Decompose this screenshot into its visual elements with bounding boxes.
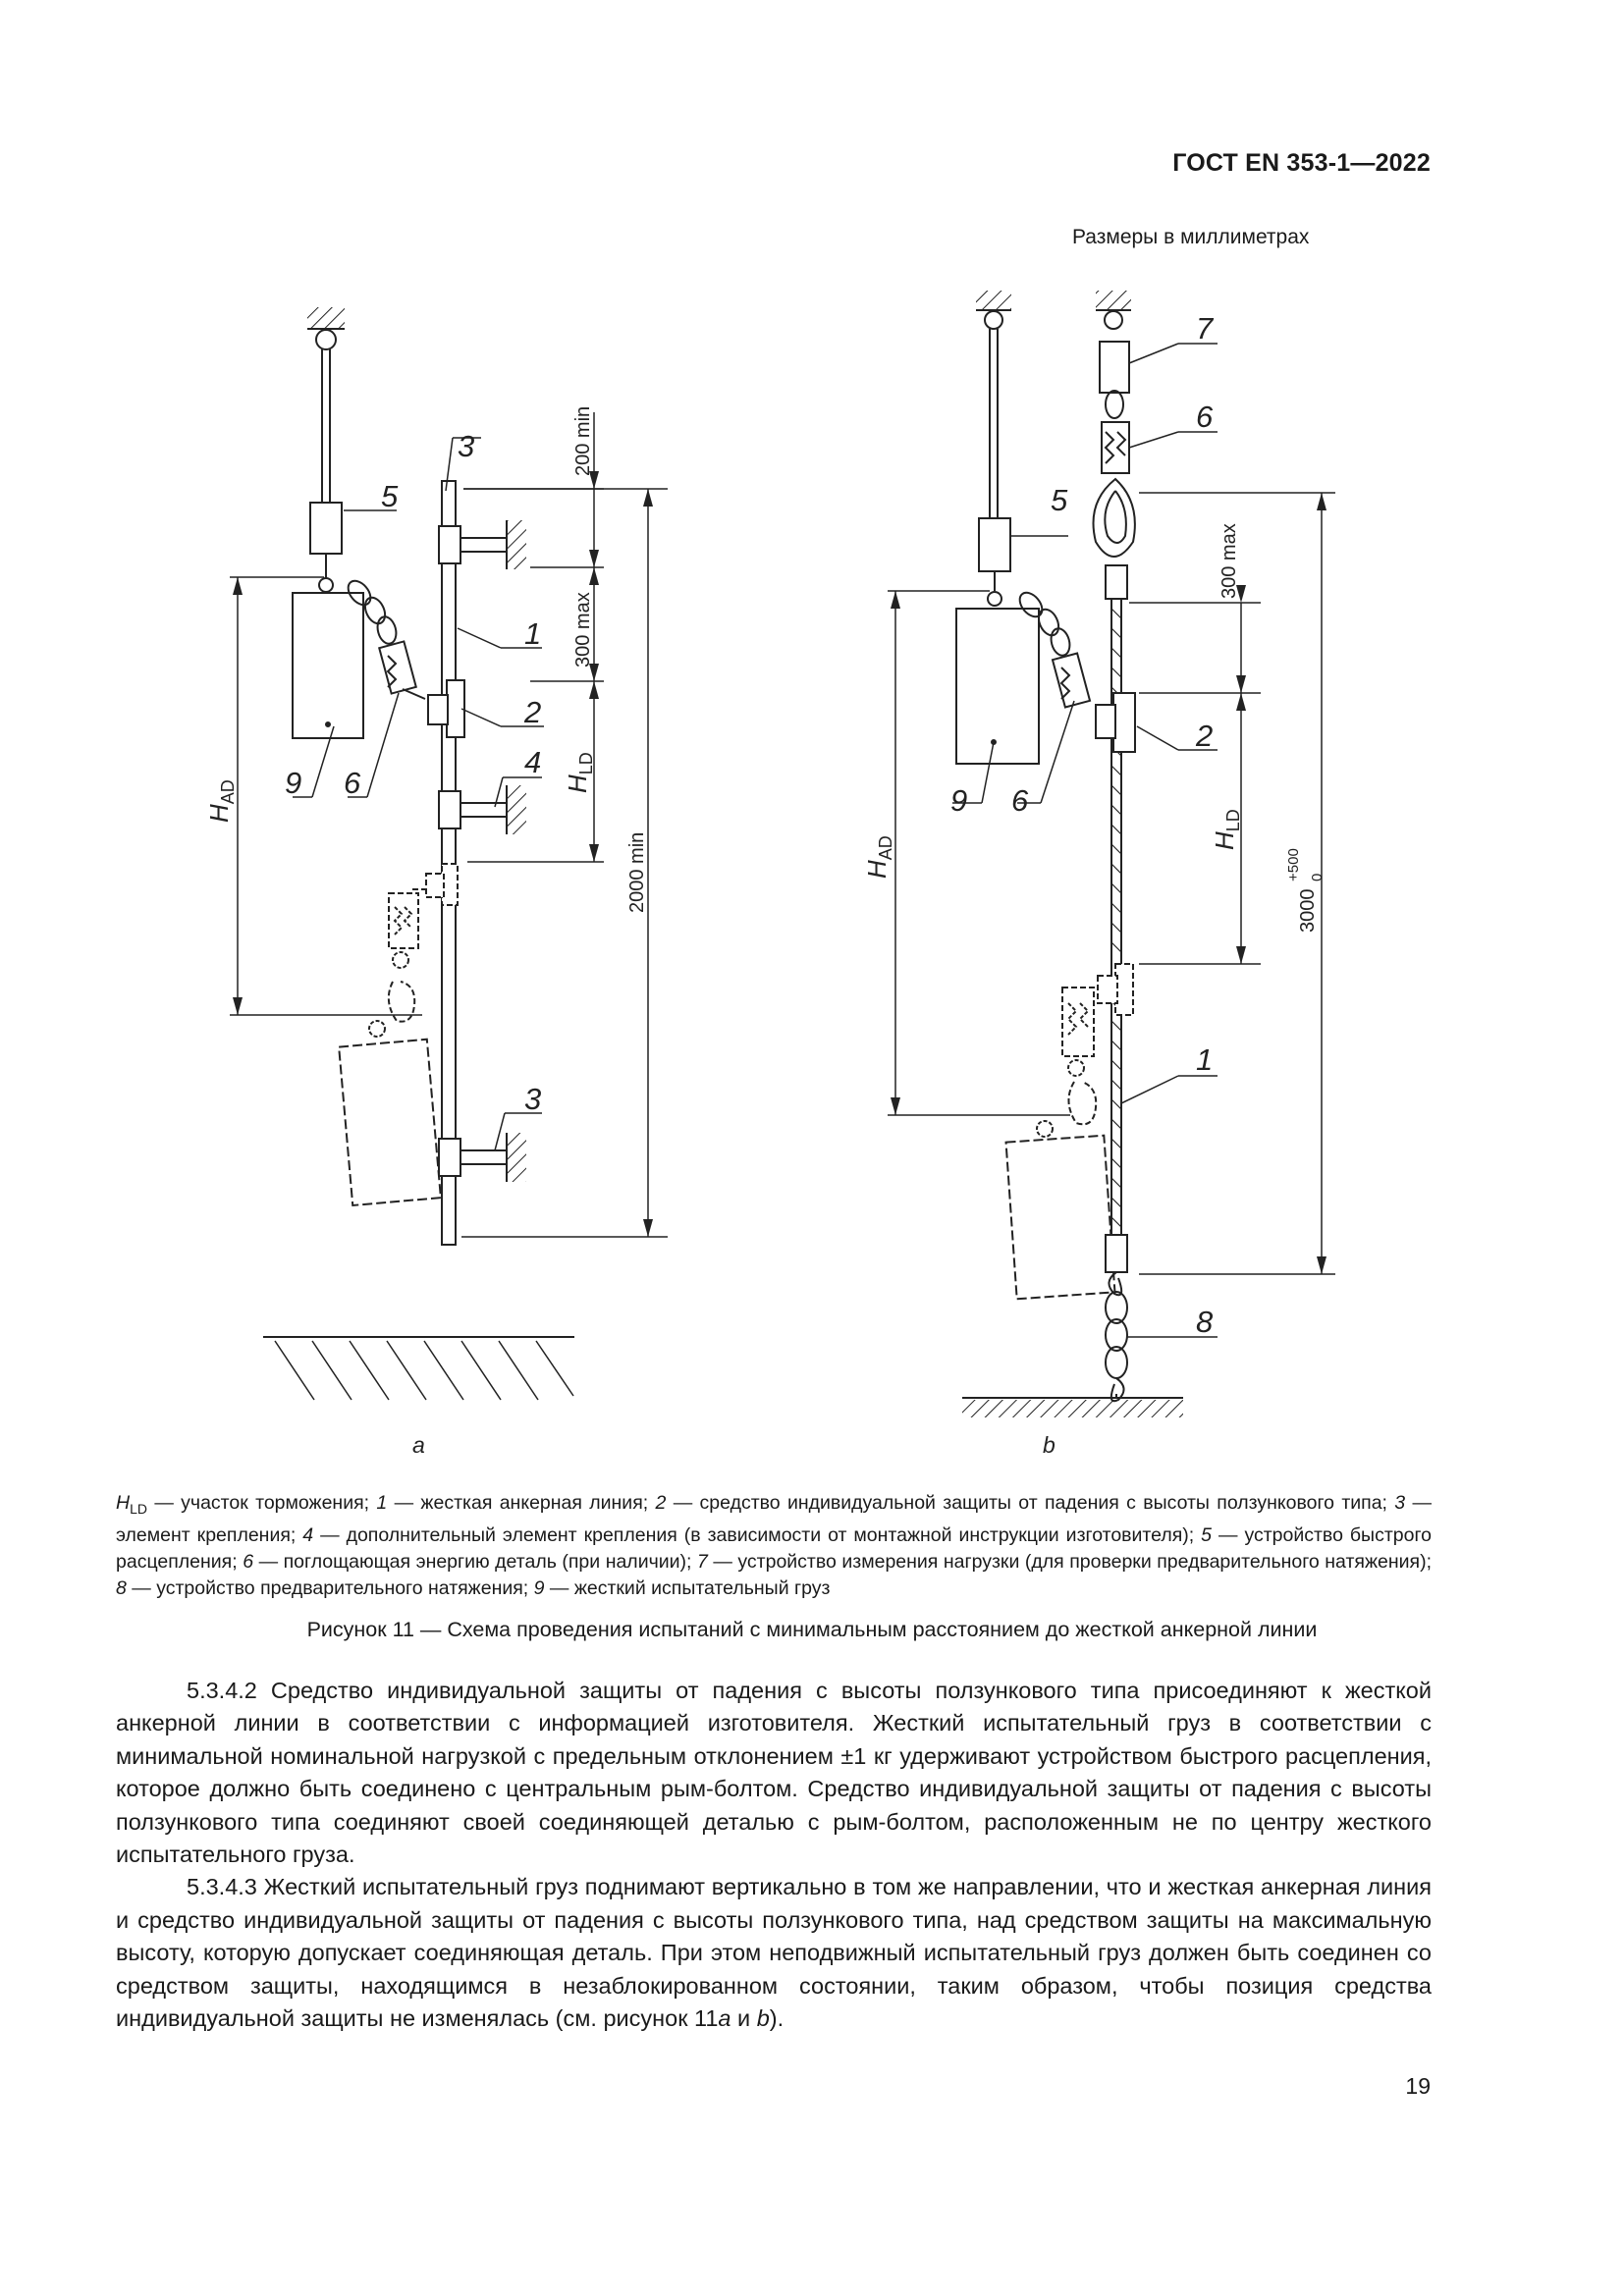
- panel-a-sublabel: a: [412, 1432, 425, 1453]
- legend-n6: 6: [243, 1550, 254, 1573]
- body-text: [116, 1675, 1432, 2035]
- p2-and: и: [731, 2005, 757, 2032]
- label-a-6: 6: [344, 766, 361, 800]
- document-code-header: ГОСТ EN 353-1—2022: [1172, 149, 1431, 177]
- quick-release-device-b: [979, 518, 1010, 571]
- legend-h-sub: LD: [130, 1500, 147, 1517]
- legend-n3: 3: [1394, 1492, 1406, 1514]
- p2-ref-a: a: [718, 2005, 731, 2032]
- paragraph-5-3-4-2: 5.3.4.2 Средство индивидуальной защиты от падения с высоты ползункового типа присоединяют к жесткой анкерной линии в соответствии с информацией изготовителя. Жесткий испытательный груз в соответствии с минимальной номинальной нагрузкой с предельным отклонением ±1 кг удерживают устройством быстрого расцепления, которое должно быть соединено с центральным рым-болтом. Средство индивидуальной защиты от падения с высоты ползункового типа соединяют своей соединяющей деталью с рым-болтом, расположенным не по центру жесткого испытательного груза.: [116, 1678, 1432, 1868]
- legend-t3: — элемент крепления;: [116, 1492, 1432, 1546]
- dim-b-hld: $H_{LD}$: [1210, 809, 1243, 850]
- p2-ref-b: b: [756, 2005, 770, 2032]
- label-b-5: 5: [1051, 483, 1068, 517]
- label-a-1: 1: [524, 616, 542, 651]
- test-weight-fallen-b: [1006, 1136, 1115, 1300]
- dim-b-300max: 300 max: [1218, 523, 1240, 599]
- units-note: Размеры в миллиметрах: [1072, 226, 1310, 248]
- panel-a: [230, 307, 668, 1400]
- label-a-5: 5: [381, 479, 399, 513]
- label-a-3-bottom: 3: [524, 1082, 542, 1116]
- legend-n5: 5: [1201, 1523, 1213, 1546]
- test-weight-a: [293, 593, 363, 738]
- ground-hatch-a: [275, 1341, 573, 1400]
- label-b-6: 6: [1011, 783, 1029, 818]
- page-number: 19: [1405, 2073, 1431, 2099]
- test-weight-b: [956, 609, 1039, 764]
- dim-a-had: $H_{AD}$: [204, 779, 238, 823]
- legend-n2: 2: [655, 1492, 667, 1514]
- label-b-2: 2: [1196, 719, 1214, 753]
- panel-b-sublabel: b: [1043, 1432, 1056, 1453]
- legend-n4: 4: [302, 1523, 314, 1546]
- label-b-1: 1: [1196, 1042, 1214, 1077]
- dim-a-hld: $H_{LD}$: [563, 752, 596, 793]
- label-b-6-top: 6: [1196, 400, 1214, 434]
- figure-caption: Рисунок 11 — Схема проведения испытаний с минимальным расстоянием до жесткой анкерной линии: [306, 1618, 1318, 1641]
- figure-11-diagram: [0, 275, 1624, 1453]
- dim-b-3000: 3000: [1297, 888, 1319, 933]
- p2-text: 5.3.4.3 Жесткий испытательный груз поднимают вертикально в том же направлении, что и жесткая анкерная линия и средство индивидуальной защиты от падения с высоты ползункового типа, над средством защиты на максимальную высоту, которую допускает соединяющая деталь. При этом неподвижный испытательный груз должен быть соединен со средством защиты, находящимся в незаблокированном состоянии, таким образом, чтобы позиция средства индивидуальной защиты не изменялась (см. рисунок 11: [116, 1874, 1432, 2032]
- test-weight-fallen-a: [339, 1040, 441, 1205]
- legend-n9: 9: [533, 1576, 545, 1599]
- figure-legend: [116, 1490, 1432, 1602]
- label-b-7: 7: [1196, 311, 1214, 346]
- legend-hld-text: — участок торможения;: [147, 1492, 377, 1514]
- label-a-3-top: 3: [458, 429, 475, 463]
- legend-n8: 8: [116, 1576, 127, 1599]
- panel-b: [888, 291, 1335, 1417]
- label-a-2: 2: [524, 695, 542, 729]
- dim-a-300max: 300 max: [572, 592, 594, 667]
- legend-t5: — устройство быстрого расцепления;: [116, 1523, 1432, 1573]
- load-measuring-device-b: [1100, 342, 1129, 393]
- p2-end: ).: [769, 2005, 785, 2032]
- legend-t9: — жесткий испытательный груз: [544, 1576, 831, 1599]
- legend-t8: — устройство предварительного натяжения;: [126, 1576, 534, 1599]
- dim-b-tol-upper: +500: [1285, 848, 1302, 881]
- legend-t4: — дополнительный элемент крепления (в зависимости от монтажной инструкции изготовителя);: [313, 1523, 1202, 1546]
- legend-n7: 7: [696, 1550, 708, 1573]
- legend-n1: 1: [376, 1492, 388, 1514]
- dim-b-tol-lower: 0: [1309, 873, 1326, 881]
- label-a-9: 9: [285, 766, 302, 800]
- dim-a-200min: 200 min: [572, 405, 594, 476]
- legend-t7: — устройство измерения нагрузки (для проверки предварительного натяжения);: [707, 1550, 1432, 1573]
- label-b-8: 8: [1196, 1305, 1214, 1339]
- dim-a-2000min: 2000 min: [626, 831, 648, 913]
- ceiling-hatch-a: [307, 307, 345, 329]
- slider-device-b: [1113, 693, 1135, 752]
- legend-t2: — средство индивидуальной защиты от падения с высоты ползункового типа;: [666, 1492, 1395, 1514]
- legend-t6: — поглощающая энергию деталь (при наличии);: [253, 1550, 697, 1573]
- quick-release-device-a: [310, 503, 342, 554]
- legend-h-symbol: H: [116, 1492, 131, 1514]
- legend-t1: — жесткая анкерная линия;: [387, 1492, 656, 1514]
- dim-b-had: $H_{AD}$: [862, 835, 895, 879]
- paragraph-5-3-4-3: [116, 1871, 1432, 2035]
- label-a-4: 4: [524, 745, 542, 779]
- label-b-9: 9: [950, 783, 968, 818]
